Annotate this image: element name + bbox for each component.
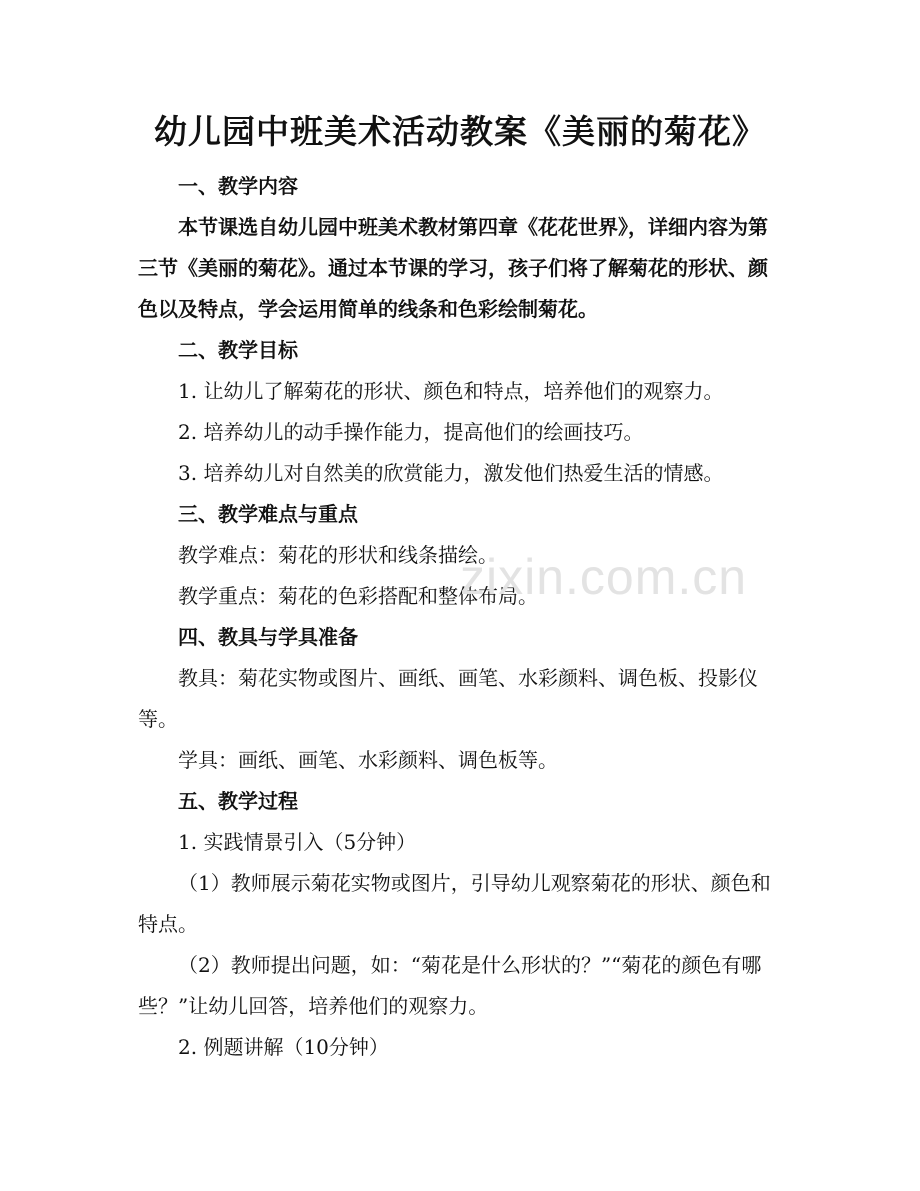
section-heading-teaching-content: 一、教学内容 xyxy=(178,174,298,198)
process-step-1: 1. 实践情景引入（5分钟） xyxy=(178,830,417,854)
watermark: zixin.com.cn xyxy=(460,549,748,605)
process-step-1-a: （1）教师展示菊花实物或图片，引导幼儿观察菊花的形状、颜色和特点。 xyxy=(138,871,771,936)
section-heading-difficulty-key: 三、教学难点与重点 xyxy=(178,502,358,526)
student-materials-text: 学具：画纸、画笔、水彩颜料、调色板等。 xyxy=(178,748,558,772)
key-point-text: 教学重点：菊花的色彩搭配和整体布局。 xyxy=(178,584,538,608)
section-heading-teaching-goals: 二、教学目标 xyxy=(178,338,298,362)
goal-item-3: 3. 培养幼儿对自然美的欣赏能力，激发他们热爱生活的情感。 xyxy=(178,461,724,485)
teacher-materials-text: 教具：菊花实物或图片、画纸、画笔、水彩颜料、调色板、投影仪等。 xyxy=(138,666,758,731)
difficulty-text: 教学难点：菊花的形状和线条描绘。 xyxy=(178,543,498,567)
goal-item-2: 2. 培养幼儿的动手操作能力，提高他们的绘画技巧。 xyxy=(178,420,644,444)
teaching-content-paragraph: 本节课选自幼儿园中班美术教材第四章《花花世界》，详细内容为第三节《美丽的菊花》。通过本节课的学习，孩子们将了解菊花的形状、颜色以及特点，学会运用简单的线条和色彩绘制菊花。 xyxy=(138,215,768,321)
section-heading-teaching-process: 五、教学过程 xyxy=(178,789,298,813)
process-step-2: 2. 例题讲解（10分钟） xyxy=(178,1035,389,1059)
section-heading-materials: 四、教具与学具准备 xyxy=(178,625,358,649)
process-step-1-b: （2）教师提出问题，如：“菊花是什么形状的？”“菊花的颜色有哪些？”让幼儿回答，培养他们的观察力。 xyxy=(138,953,762,1018)
goal-item-1: 1. 让幼儿了解菊花的形状、颜色和特点，培养他们的观察力。 xyxy=(178,379,724,403)
document-title: 幼儿园中班美术活动教案《美丽的菊花》 xyxy=(154,112,766,151)
